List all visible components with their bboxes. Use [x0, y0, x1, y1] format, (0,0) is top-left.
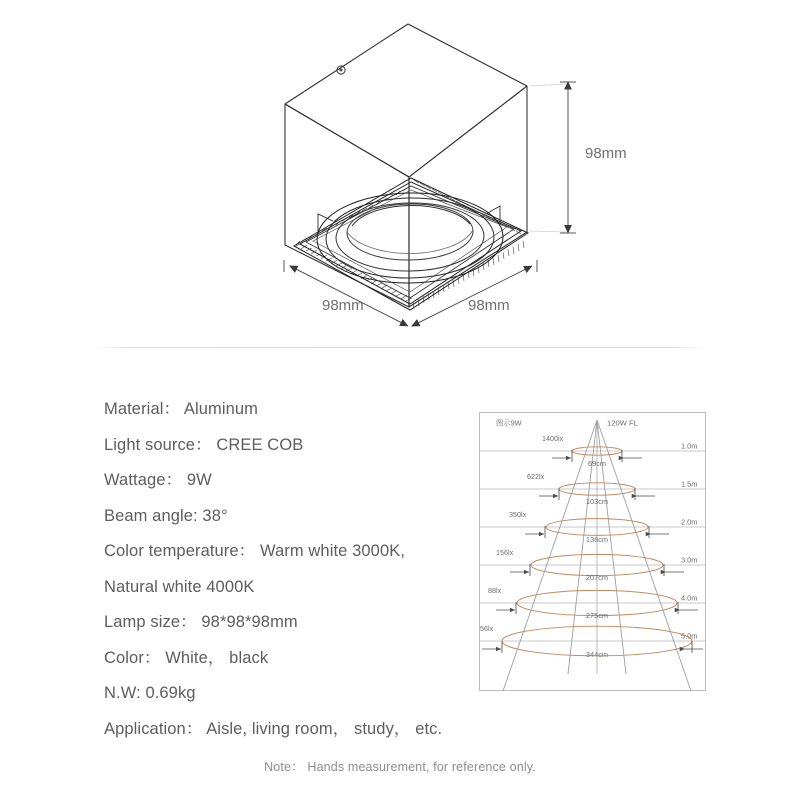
spec-material: Material： Aluminum [104, 400, 259, 418]
spec-application: Application： Aisle, living room， study， etc. [104, 719, 443, 738]
distance-label-5: 4.0m [681, 593, 698, 603]
dimension-height-label: 98mm [585, 145, 627, 162]
spec-beam-angle: Beam angle: 38° [104, 506, 228, 525]
dimension-bottom [284, 260, 537, 326]
diameter-label-5: 275cm [585, 611, 609, 620]
section-divider [95, 347, 705, 348]
dimension-width-left-label: 98mm [322, 297, 364, 314]
lux-label-3: 350lx [509, 510, 527, 519]
distance-label-6: 5.0m [681, 631, 698, 641]
distance-label-1: 1.0m [681, 441, 698, 451]
dimension-height [530, 82, 627, 233]
diameter-label-1: 69cm [587, 459, 607, 468]
spec-wattage: Wattage： 9W [104, 471, 212, 489]
lux-label-6: 56lx [480, 624, 494, 633]
cob-reflector [316, 191, 504, 284]
lux-label-2: 622lx [527, 472, 545, 481]
diagram-header-left: 图示9W [496, 418, 522, 428]
diameter-label-2: 103cm [585, 497, 609, 506]
footer-note: Note： Hands measurement, for reference only. [264, 760, 536, 774]
bezel-hatching [296, 180, 524, 309]
product-drawing [0, 0, 800, 330]
diagram-header-right: 120W FL [607, 418, 638, 428]
diagram-frame [480, 413, 706, 691]
lux-label-1: 1400lx [542, 434, 564, 443]
lamp-body-wireframe [285, 24, 527, 307]
spec-lamp-size: Lamp size： 98*98*98mm [104, 613, 298, 631]
dimension-width-right-label: 98mm [468, 297, 510, 314]
specification-list [104, 392, 474, 747]
diameter-label-6: 344cm [585, 650, 609, 659]
distance-label-3: 2.0m [681, 517, 698, 527]
diameter-label-3: 138cm [585, 535, 609, 544]
spec-color-temperature: Color temperature： Warm white 3000K, [104, 542, 406, 560]
spec-color: Color： White， black [104, 648, 269, 667]
diameter-label-4: 207cm [585, 573, 609, 582]
beam-spread-diagram [479, 412, 706, 691]
spec-color-temperature-cont: Natural white 4000K [104, 577, 255, 596]
distance-label-4: 3.0m [681, 555, 698, 565]
lux-label-5: 88lx [488, 586, 502, 595]
spec-net-weight: N.W: 0.69kg [104, 684, 196, 702]
spec-light-source: Light source： CREE COB [104, 435, 304, 454]
distance-label-2: 1.5m [681, 479, 698, 489]
lux-label-4: 156lx [496, 548, 514, 557]
